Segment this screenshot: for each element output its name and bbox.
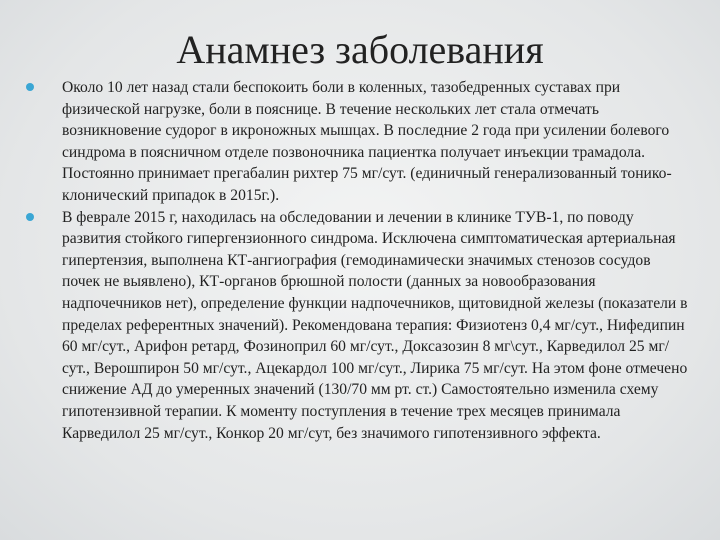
slide-title: Анамнез заболевания (176, 27, 544, 72)
bullet-item (22, 207, 690, 445)
bullet-dot-icon (26, 83, 34, 91)
bullet-list (22, 77, 690, 444)
bullet-text: В феврале 2015 г, находилась на обследовании и лечении в клинике ТУВ-1, по поводу развития стойкого гипергензионного синдрома. Исключена симптоматическая артериальная гипертензия, выполнена КТ-ангиография (гемодинамически значимых стенозов сосудов почек не выявлено), КТ-органов брюшной полости (данных за новообразования надпочечников нет), определение функции надпочечников, щитовидной железы (показатели в пределах референтных значений). Рекомендована терапия: Физиотенз 0,4 мг/сут., Нифедипин 60 мг/сут., Арифон ретард, Фозиноприл 60 мг/сут., Доксазозин 8 мг\сут., Карведилол 25 мг/сут., Верошпирон 50 мг/сут., Ацекардол 100 мг/сут., Лирика 75 мг/сут. На этом фоне отмечено снижение АД до умеренных значений (130/70 мм рт. ст.) Самостоятельно изменила схему гипотензивной терапии. К моменту поступления в течение трех месяцев принимала Карведилол 25 мг/сут., Конкор 20 мг/сут, без значимого гипотензивного эффекта. (62, 208, 688, 442)
bullet-item (22, 77, 690, 207)
bullet-dot-icon (26, 213, 34, 221)
bullet-text: Около 10 лет назад стали беспокоить боли в коленных, тазобедренных суставах при физической нагрузке, боли в пояснице. В течение нескольких лет стала отмечать возникновение судорог в икроножных мышцах. В последние 2 года при усилении болевого синдрома в поясничном отделе позвоночника пациентка получает инъекции трамадола. Постоянно принимает прегабалин рихтер 75 мг/сут. (единичный генерализованный тонико-клонический припадок в 2015г.). (62, 79, 672, 204)
